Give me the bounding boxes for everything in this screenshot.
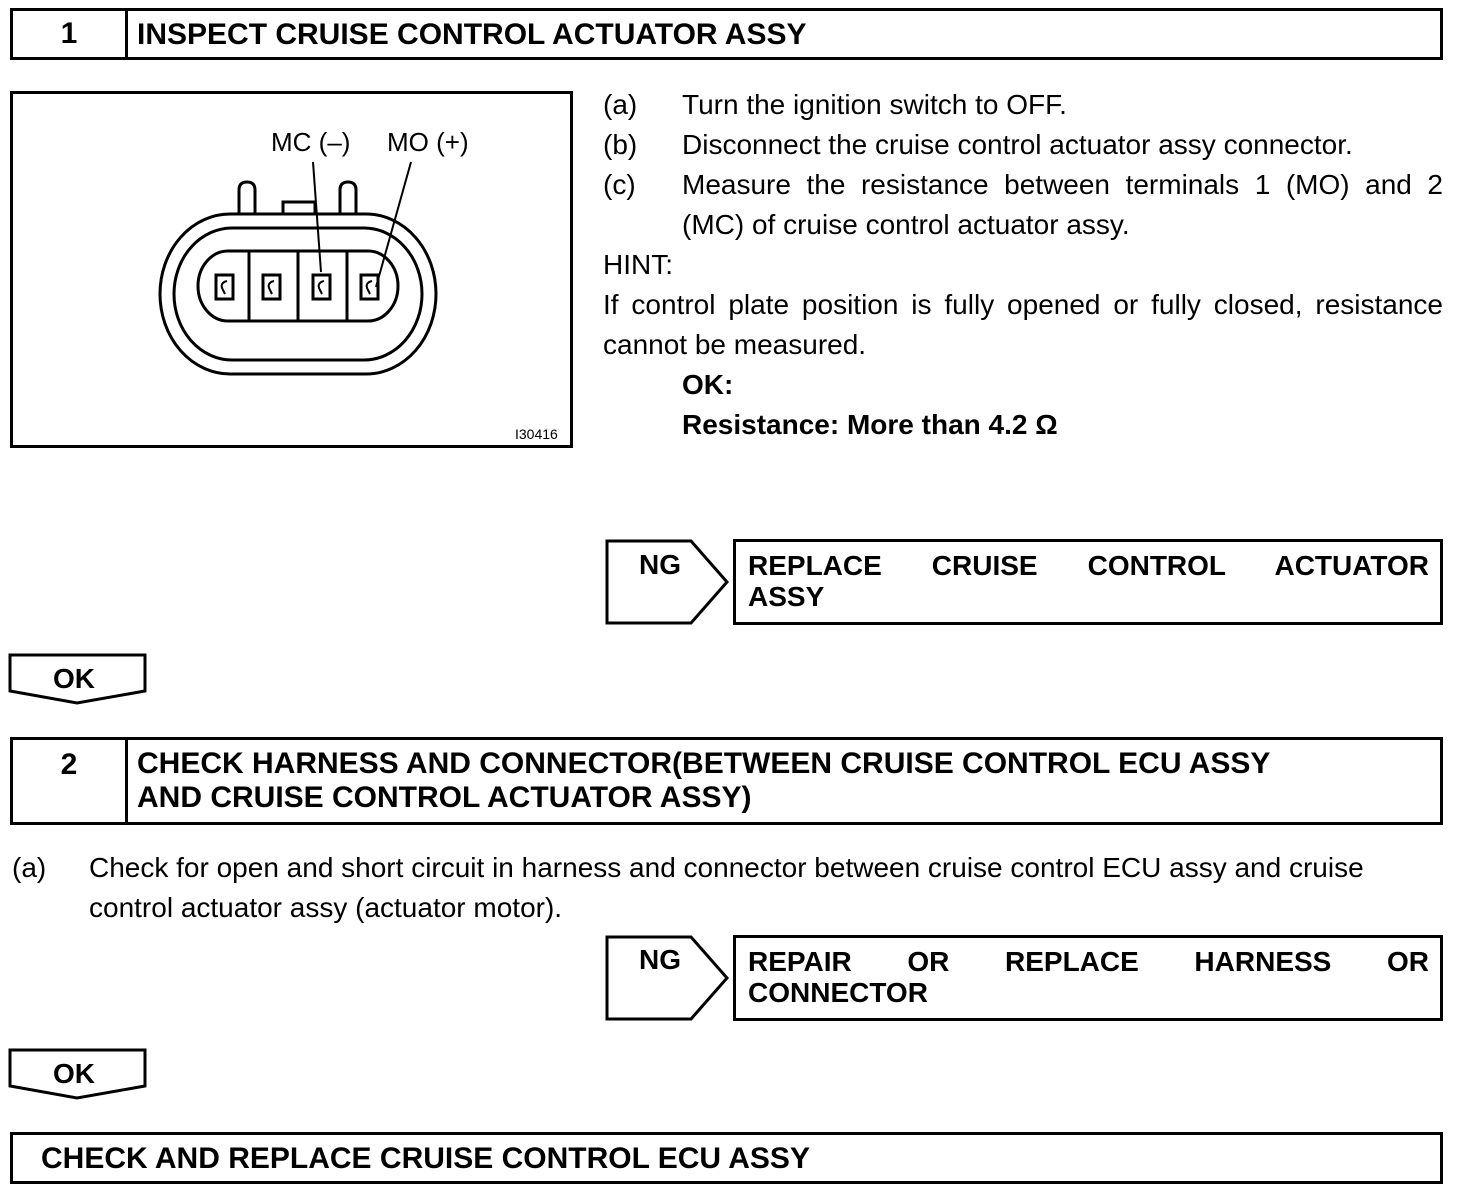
step1-ok-label: OK bbox=[53, 663, 95, 694]
final-step-box bbox=[10, 1132, 1443, 1184]
step1-number: 1 bbox=[13, 11, 128, 57]
step1-letter-c: (c) bbox=[603, 169, 636, 200]
step1-letter-a: (a) bbox=[603, 89, 638, 120]
ok-spec-value: Resistance: More than 4.2 Ω bbox=[682, 409, 1058, 440]
step2-title-line2: AND CRUISE CONTROL ACTUATOR ASSY) bbox=[137, 781, 752, 814]
label-mc-terminal: MC (–) bbox=[271, 127, 351, 157]
hint-text-line2: cannot be measured. bbox=[603, 329, 867, 360]
hint-text-line1: If control plate position is fully opened or fully closed, resistance bbox=[603, 289, 1443, 320]
step1-ng-action bbox=[733, 539, 1443, 625]
step2-ng-action bbox=[733, 935, 1443, 1021]
label-mo-terminal: MO (+) bbox=[387, 127, 469, 157]
step2-title-line1: CHECK HARNESS AND CONNECTOR(BETWEEN CRUISE CONTROL ECU ASSY bbox=[137, 747, 1271, 780]
step2-ng-action-line2: CONNECTOR bbox=[748, 977, 928, 1008]
step1-instruction-b: Disconnect the cruise control actuator assy connector. bbox=[682, 129, 1353, 160]
step1-instruction-c-line1: Measure the resistance between terminals 1 (MO) and 2 bbox=[682, 169, 1443, 200]
step2-instruction-line2: control actuator assy (actuator motor). bbox=[89, 892, 563, 923]
step2-number: 2 bbox=[13, 740, 128, 822]
step1-ng-action-line2: ASSY bbox=[748, 581, 825, 612]
step1-header bbox=[10, 8, 1443, 60]
connector-figure bbox=[10, 91, 573, 448]
step1-instruction-a: Turn the ignition switch to OFF. bbox=[682, 89, 1067, 120]
step1-instruction-c-line2: (MC) of cruise control actuator assy. bbox=[682, 209, 1130, 240]
step1-ng-action-line1: REPLACE CRUISE CONTROL ACTUATOR bbox=[748, 550, 1429, 581]
step2-ok-label: OK bbox=[53, 1058, 95, 1089]
step2-header bbox=[10, 737, 1443, 825]
step2-ng-label: NG bbox=[639, 944, 681, 975]
step1-letter-b: (b) bbox=[603, 129, 638, 160]
ok-spec-label: OK: bbox=[682, 369, 734, 400]
figure-id: I30416 bbox=[515, 426, 558, 442]
step1-ng-label: NG bbox=[639, 549, 681, 580]
step2-instruction-line1: Check for open and short circuit in harness and connector between cruise control ECU assy and cruise bbox=[89, 852, 1364, 883]
step2-letter-a: (a) bbox=[12, 852, 47, 883]
step1-title: INSPECT CRUISE CONTROL ACTUATOR ASSY bbox=[137, 18, 807, 51]
hint-label: HINT: bbox=[603, 249, 673, 280]
final-step-title: CHECK AND REPLACE CRUISE CONTROL ECU ASSY bbox=[41, 1142, 810, 1175]
step2-ng-action-line1: REPAIR OR REPLACE HARNESS OR bbox=[748, 946, 1429, 977]
